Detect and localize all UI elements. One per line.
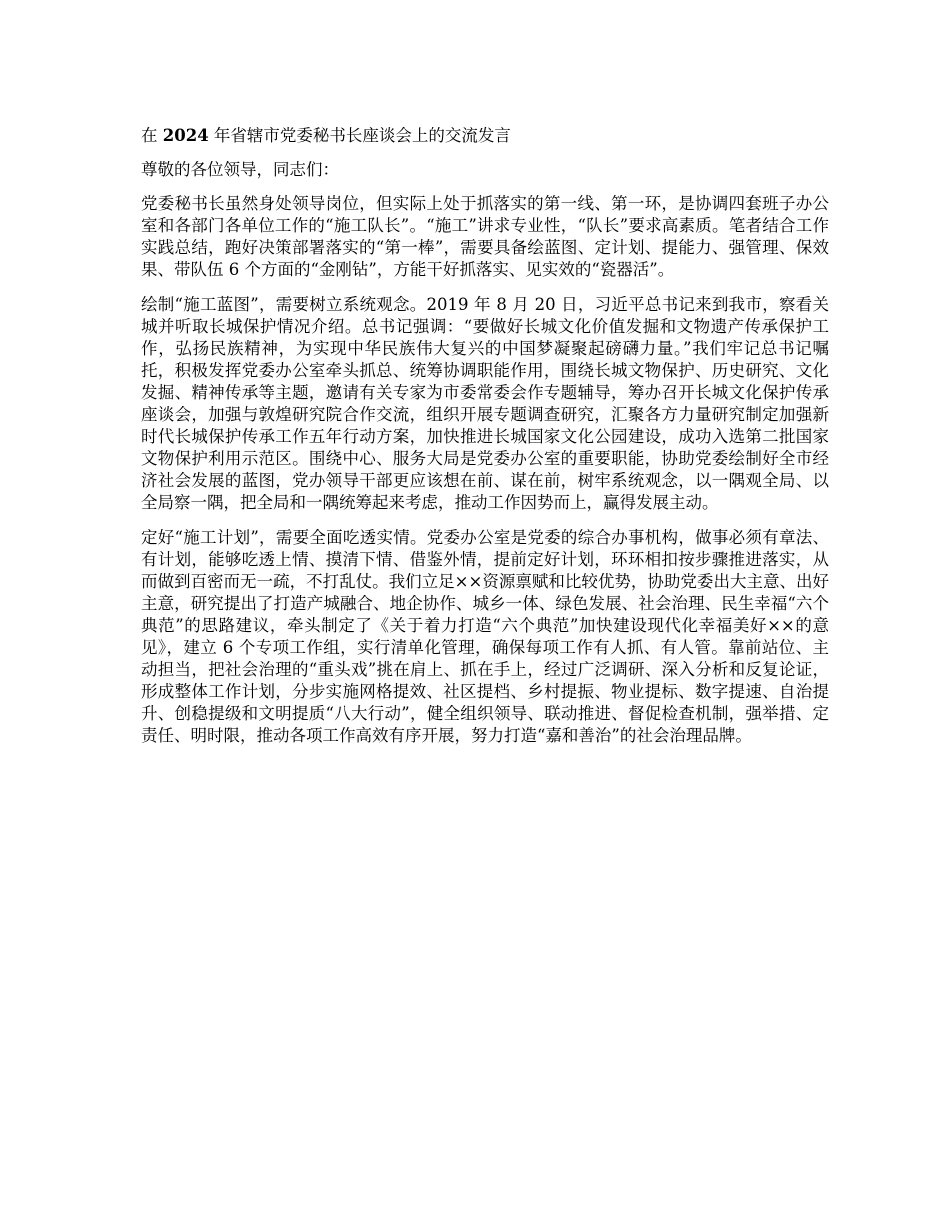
paragraph-3: 定好“施工计划”，需要全面吃透实情。党委办公室是党委的综合办事机构，做事必须有章法、有计划，能够吃透上情、摸清下情、借鉴外情，提前定好计划，环环相扣按步骤推进落实，从而做到百密而无一疏，不打乱仗。我们立足××资源禀赋和比较优势，协助党委出大主意、出好主意，研究提出了打造产城融合、地企协作、城乡一体、绿色发展、社会治理、民生幸福“六个典范”的思路建议，牵头制定了《关于着力打造“六个典范”加快建设现代化幸福美好××的意见》，建立 6 个专项工作组，实行清单化管理，确保每项工作有人抓、有人管。靠前站位、主动担当，把社会治理的“重头戏”挑在肩上、抓在手上，经过广泛调研、深入分析和反复论证，形成整体工作计划，分步实施网格提效、社区提档、乡村提振、物业提标、数字提速、自治提升、创稳提级和文明提质“八大行动”，健全组织领导、联动推进、督促检查机制，强举措、定责任、明时限，推动各项工作高效有序开展，努力打造“嘉和善治”的社会治理品牌。 [141,528,829,745]
document-body [141,125,829,760]
paragraph-2: 绘制“施工蓝图”，需要树立系统观念。2019 年 8 月 20 日，习近平总书记来到我市，察看关城并听取长城保护情况介绍。总书记强调：“要做好长城文化价值发掘和文物遗产传承保护工作，弘扬民族精神，为实现中华民族伟大复兴的中国梦凝聚起磅礴力量。”我们牢记总书记嘱托，积极发挥党委办公室牵头抓总、统筹协调职能作用，围绕长城文物保护、历史研究、文化发掘、精神传承等主题，邀请有关专家为市委常委会作专题辅导，筹办召开长城文化保护传承座谈会，加强与敦煌研究院合作交流，组织开展专题调查研究，汇聚各方力量研究制定加强新时代长城保护传承工作五年行动方案，加快推进长城国家文化公园建设，成功入选第二批国家文物保护利用示范区。围绕中心、服务大局是党委办公室的重要职能，协助党委绘制好全市经济社会发展的蓝图，党办领导干部更应该想在前、谋在前，树牢系统观念，以一隅观全局、以全局察一隅，把全局和一隅统筹起来考虑，推动工作因势而上，赢得发展主动。 [141,295,829,512]
document-title [141,125,829,147]
title-prefix: 在 [141,126,163,145]
title-year: 2024 [162,126,209,145]
title-suffix: 年省辖市党委秘书长座谈会上的交流发言 [208,126,511,145]
paragraph-1: 党委秘书长虽然身处领导岗位，但实际上处于抓落实的第一线、第一环，是协调四套班子办公室和各部门各单位工作的“施工队长”。“施工”讲求专业性，“队长”要求高素质。笔者结合工作实践总结，跑好决策部署落实的“第一棒”，需要具备绘蓝图、定计划、提能力、强管理、保效果、带队伍 6 个方面的“金刚钻”，方能干好抓落实、见实效的“瓷器活”。 [141,194,829,279]
salutation: 尊敬的各位领导，同志们： [141,160,339,179]
